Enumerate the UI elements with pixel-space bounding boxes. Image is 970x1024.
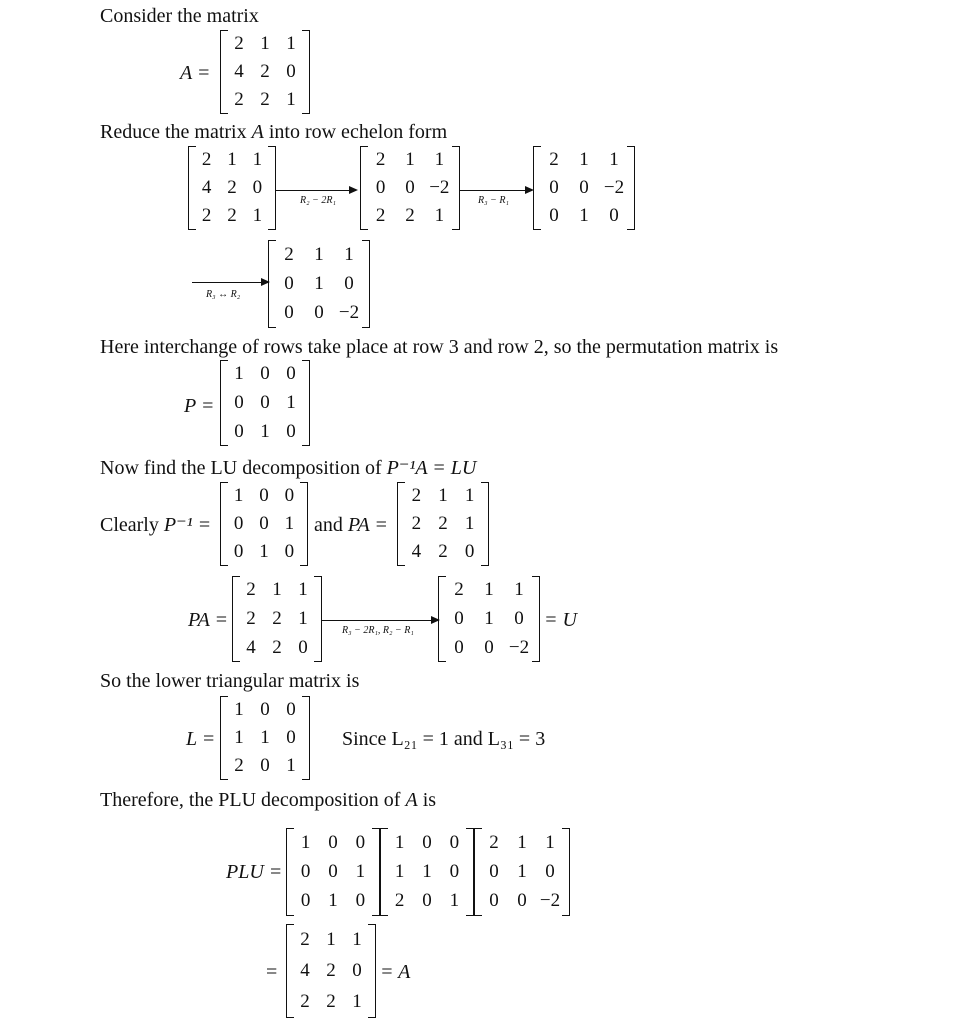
matrix-cell: 0	[579, 177, 589, 198]
matrix-cell: 0	[260, 755, 270, 776]
matrix-cell: 2	[300, 928, 310, 950]
matrix-cell: 2	[438, 513, 448, 534]
matrix-cell: 1	[352, 991, 362, 1013]
matrix-cell: 1	[394, 861, 405, 882]
matrix-cell: 2	[438, 541, 448, 562]
matrix-cell: 0	[549, 177, 559, 198]
matrix-cell: 0	[286, 363, 296, 385]
matrix-cell: 2	[246, 579, 256, 601]
matrix-cell: 0	[328, 831, 338, 853]
matrix-cell: 1	[352, 928, 362, 950]
matrix-cell: 0	[464, 541, 475, 562]
P-label: P =	[184, 395, 215, 417]
matrix-cell: 2	[234, 755, 244, 776]
matrix-cell: 2	[234, 33, 244, 54]
matrix-cell: 2	[454, 579, 464, 601]
interchange-text: Here interchange of rows take place at row 3 and row 2, so the permutation matrix is	[100, 336, 779, 358]
matrix-cell: 0	[405, 177, 415, 198]
matrix-cell: 1	[260, 33, 270, 54]
matrix-A	[220, 30, 310, 114]
matrix-cell: 0	[286, 727, 296, 748]
matrix-cell: 0	[449, 861, 460, 882]
matrix-cell: 1	[517, 861, 527, 882]
matrix-cell: −2	[338, 302, 360, 324]
matrix-L	[220, 696, 310, 780]
matrix-cell: 0	[286, 699, 296, 720]
matrix-cell: 1	[514, 579, 524, 601]
eq-sign: =	[266, 961, 278, 983]
arrow-op3	[192, 282, 268, 283]
matrix-cell: 1	[260, 727, 270, 748]
matrix-cell: 1	[328, 890, 338, 912]
right-bracket	[562, 828, 570, 916]
matrix-cell: 4	[234, 61, 244, 82]
clearly-text: Clearly P⁻¹ =	[100, 514, 212, 536]
matrix-cell: 0	[344, 273, 354, 294]
matrix-cell: 1	[286, 33, 296, 54]
matrix-cell: 0	[284, 302, 294, 324]
matrix-cell: 1	[259, 541, 269, 562]
matrix-cell: 1	[517, 831, 527, 853]
matrix-cell: 2	[227, 177, 237, 198]
matrix-cell: 0	[375, 177, 386, 198]
matrix-cell: 2	[375, 149, 386, 170]
matrix-cell: 0	[422, 890, 432, 912]
matrix-cell: 1	[449, 890, 460, 912]
matrix-cell: 2	[284, 243, 294, 265]
matrix-cell: 1	[464, 513, 475, 534]
matrix-cell: 0	[449, 831, 460, 853]
right-bracket	[452, 146, 460, 230]
op4-label: R₃ − 2R₁, R₂ − R₁	[342, 625, 414, 636]
matrix-cell: 0	[233, 513, 244, 534]
matrix-cell: 4	[411, 541, 422, 562]
eq-A-label: = A	[380, 961, 411, 983]
matrix-P	[220, 360, 310, 446]
matrix-cell: 1	[344, 243, 354, 265]
matrix-cell: 0	[259, 485, 269, 506]
matrix-cell: 1	[405, 149, 415, 170]
matrix-cell: 1	[314, 273, 324, 294]
matrix-cell: 0	[355, 831, 366, 853]
matrix-cell: 2	[326, 991, 336, 1013]
matrix-cell: 2	[405, 205, 415, 226]
matrix-cell: 1	[286, 392, 296, 413]
therefore-text: Therefore, the PLU decomposition of A is	[100, 789, 437, 811]
matrix-cell: 4	[300, 960, 310, 981]
since-text: Since L₂₁ = 1 and L₃₁ = 3	[342, 728, 546, 750]
matrix-cell: 2	[234, 89, 244, 110]
matrix-cell: 1	[484, 579, 494, 601]
matrix-PA	[397, 482, 489, 566]
matrix-cell: 2	[201, 149, 212, 170]
matrix-cell: 0	[314, 302, 324, 324]
matrix-cell: −2	[429, 177, 450, 198]
matrix-Pinv	[220, 482, 308, 566]
arrow-op1	[276, 190, 356, 191]
matrix-cell: 1	[434, 149, 445, 170]
matrix-cell: 0	[234, 392, 244, 413]
matrix-cell: 1	[326, 928, 336, 950]
matrix-cell: −2	[508, 636, 530, 658]
matrix-cell: 1	[233, 485, 244, 506]
matrix-cell: 0	[422, 831, 432, 853]
matrix-cell: 1	[234, 699, 244, 720]
matrix-cell: 0	[454, 636, 464, 658]
matrix-cell: 2	[272, 608, 282, 629]
left-bracket	[438, 576, 446, 662]
matrix-cell: 1	[286, 89, 296, 110]
matrix-cell: 1	[579, 205, 589, 226]
matrix-cell: 2	[300, 991, 310, 1013]
matrix-cell: 1	[284, 513, 295, 534]
matrix-cell: 1	[579, 149, 589, 170]
matrix-cell: 1	[298, 608, 308, 629]
matrix-cell: 1	[252, 149, 263, 170]
matrix-cell: 0	[286, 420, 296, 442]
matrix-cell: 0	[514, 608, 524, 629]
matrix-cell: 0	[259, 513, 269, 534]
matrix-cell: 2	[260, 61, 270, 82]
matrix-cell: 0	[260, 363, 270, 385]
matrix-cell: 2	[272, 636, 282, 658]
eq-U-label: = U	[544, 609, 577, 631]
matrix-cell: 1	[355, 861, 366, 882]
matrix-cell: 1	[422, 861, 432, 882]
matrix-cell: 0	[300, 861, 311, 882]
matrix-cell: 1	[234, 727, 244, 748]
matrix-cell: 1	[434, 205, 445, 226]
op1-label: R₂ − 2R₁	[300, 195, 336, 206]
matrix-cell: 0	[284, 273, 294, 294]
reduce-text: Reduce the matrix A into row echelon form	[100, 121, 448, 143]
matrix-cell: 0	[355, 890, 366, 912]
matrix-cell: 0	[260, 392, 270, 413]
matrix-cell: 0	[484, 636, 494, 658]
and-text: and PA =	[314, 514, 388, 536]
matrix-cell: 1	[484, 608, 494, 629]
matrix-step0	[188, 146, 276, 230]
matrix-cell: 2	[394, 890, 405, 912]
matrix-cell: 1	[286, 755, 296, 776]
matrix-cell: 2	[549, 149, 559, 170]
matrix-U	[438, 576, 540, 662]
matrix-cell: 2	[489, 831, 499, 853]
matrix-PA-2	[232, 576, 322, 662]
right-bracket	[362, 240, 370, 328]
matrix-cell: 1	[314, 243, 324, 265]
matrix-cell: 0	[298, 636, 308, 658]
matrix-cell: 2	[375, 205, 386, 226]
L-label: L =	[186, 728, 216, 750]
matrix-cell: 4	[201, 177, 212, 198]
matrix-cell: 1	[298, 579, 308, 601]
matrix-cell: 1	[545, 831, 555, 853]
left-bracket	[268, 240, 276, 328]
matrix-cell: 1	[464, 485, 475, 506]
matrix-cell: 0	[454, 608, 464, 629]
matrix-cell: 0	[545, 861, 555, 882]
op2-label: R₃ − R₁	[478, 195, 509, 206]
matrix-cell: 0	[489, 890, 499, 912]
right-bracket	[627, 146, 635, 230]
PLU-label: PLU =	[226, 861, 283, 883]
PA-label: PA =	[188, 609, 228, 631]
lower-text: So the lower triangular matrix is	[100, 670, 360, 692]
matrix-cell: 0	[286, 61, 296, 82]
left-bracket	[533, 146, 541, 230]
right-bracket	[532, 576, 540, 662]
matrix-cell: 0	[352, 960, 362, 981]
matrix-cell: 0	[284, 485, 295, 506]
matrix-cell: 0	[252, 177, 263, 198]
matrix-cell: 0	[300, 890, 311, 912]
matrix-cell: 0	[260, 699, 270, 720]
matrix-cell: 2	[201, 205, 212, 226]
matrix-cell: 2	[326, 960, 336, 981]
matrix-cell: 1	[260, 420, 270, 442]
matrix-cell: 2	[227, 205, 237, 226]
matrix-cell: 2	[246, 608, 256, 629]
matrix-cell: 0	[609, 205, 619, 226]
matrix-cell: 0	[233, 541, 244, 562]
arrow-op2	[460, 190, 532, 191]
intro-text: Consider the matrix	[100, 5, 259, 27]
matrix-cell: 1	[609, 149, 619, 170]
matrix-step3	[268, 240, 370, 328]
matrix-cell: 0	[328, 861, 338, 882]
matrix-cell: 1	[234, 363, 244, 385]
matrix-cell: 1	[394, 831, 405, 853]
matrix-cell: −2	[603, 177, 625, 198]
matrix-plu-L	[380, 828, 474, 916]
op3-label: R₃ ↔ R₂	[206, 289, 241, 300]
matrix-cell: 1	[438, 485, 448, 506]
now-find-text: Now find the LU decomposition of P⁻¹A = LU	[100, 457, 477, 479]
matrix-cell: 0	[489, 861, 499, 882]
matrix-final	[286, 924, 376, 1018]
matrix-cell: 4	[246, 636, 256, 658]
matrix-cell: 1	[227, 149, 237, 170]
matrix-step2	[533, 146, 635, 230]
matrix-cell: 2	[260, 89, 270, 110]
matrix-cell: 2	[411, 513, 422, 534]
matrix-step1	[360, 146, 460, 230]
matrix-cell: 2	[411, 485, 422, 506]
matrix-plu-U	[474, 828, 570, 916]
matrix-cell: −2	[539, 890, 561, 912]
matrix-cell: 0	[234, 420, 244, 442]
matrix-cell: 1	[252, 205, 263, 226]
matrix-cell: 0	[284, 541, 295, 562]
matrix-cell: 0	[517, 890, 527, 912]
matrix-cell: 0	[549, 205, 559, 226]
arrow-op4	[322, 620, 438, 621]
A-label: A =	[180, 62, 211, 84]
matrix-cell: 1	[300, 831, 311, 853]
matrix-cell: 1	[272, 579, 282, 601]
matrix-plu-P	[286, 828, 380, 916]
